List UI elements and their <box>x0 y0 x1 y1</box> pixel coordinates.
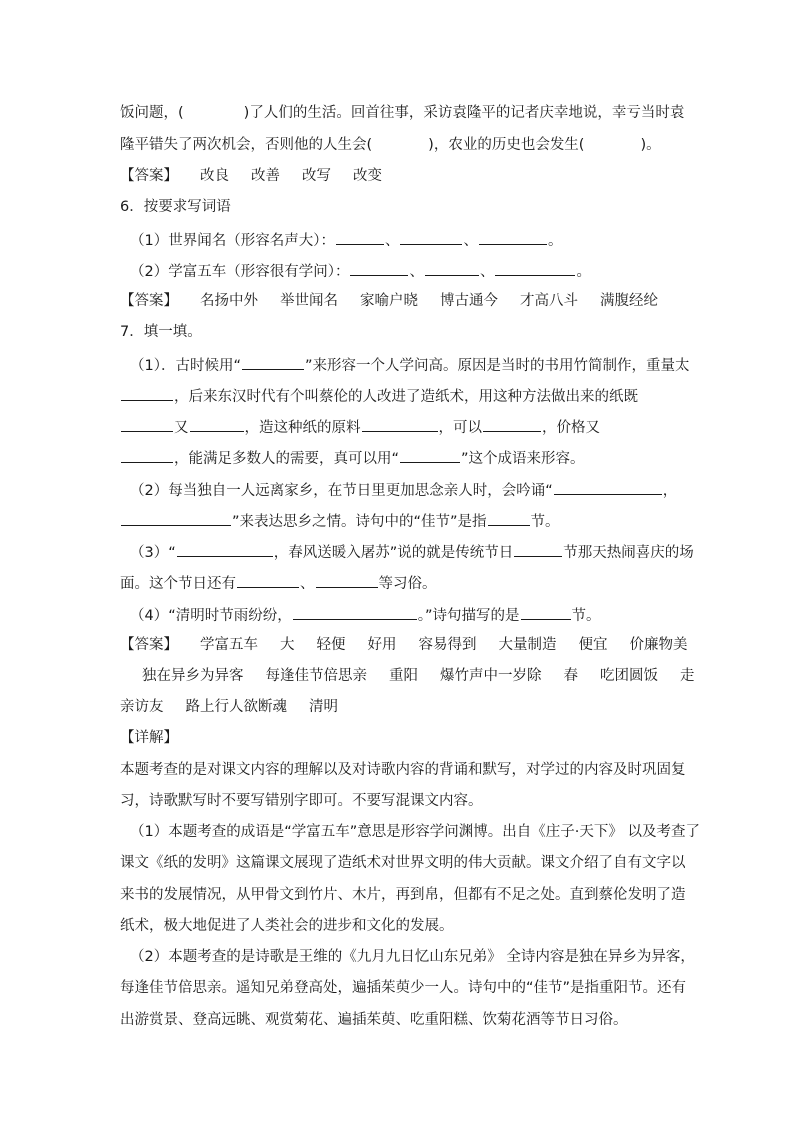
fill-blank <box>425 260 479 276</box>
answer-item: 大量制造 <box>498 637 557 653</box>
answer-item: 名扬中外 <box>200 293 258 309</box>
fill-blank <box>400 229 462 245</box>
text: ，能满足多数人的需要，真可以用“ <box>174 451 400 467</box>
paragraph-line: 本题考查的是对课文内容的理解以及对诗歌内容的背诵和默写，对学过的内容及时巩固复 <box>120 762 686 778</box>
text: 等习俗。 <box>378 576 437 592</box>
answer-line <box>120 697 338 717</box>
fill-blank <box>316 572 378 588</box>
fill-blank <box>488 510 530 526</box>
text-line <box>120 572 437 594</box>
text-line <box>120 385 638 407</box>
text: 节。 <box>530 514 560 530</box>
text: ， <box>662 483 678 499</box>
paragraph-line: 每逢佳节倍思亲。遥知兄弟登高处，遍插茱萸少一人。诗句中的“佳节”是指重阳节。还有 <box>120 980 687 996</box>
text-line <box>120 103 684 123</box>
text: 饭问题，( <box>120 105 184 121</box>
text-line <box>130 229 562 251</box>
fill-blank <box>293 604 417 620</box>
fill-blank <box>400 447 460 463</box>
text: ，造这种纸的原料 <box>244 420 361 436</box>
text: ，后来东汉时代有个叫蔡伦的人改进了造纸术，用这种方法做出来的纸既 <box>174 389 638 405</box>
text: 。 <box>547 233 563 249</box>
answer-item: 走 <box>680 668 695 684</box>
text-line <box>120 135 661 155</box>
text: )。 <box>640 137 661 153</box>
text: （2）每当独自一人远离家乡，在节日里更加思念亲人时，会吟诵“ <box>130 483 553 499</box>
text: 、 <box>384 233 400 249</box>
answer-item: 便宜 <box>578 637 608 653</box>
text-line <box>120 416 600 438</box>
paragraph-line: 纸术，极大地促进了人类社会的进步和文化的发展。 <box>120 918 454 934</box>
text: （4）“清明时节雨纷纷， <box>130 608 292 624</box>
answer-item: 亲访友 <box>120 699 164 715</box>
answer-line <box>120 291 658 311</box>
text: )了人们的生活。回首往事，采访袁隆平的记者庆幸地说，幸亏当时袁 <box>243 105 685 121</box>
answer-item: 清明 <box>309 699 338 715</box>
text-line <box>130 354 690 376</box>
text: 又 <box>174 420 189 436</box>
text: 。”诗句描写的是 <box>417 608 520 624</box>
answer-item: 改良 <box>200 168 229 184</box>
fill-blank <box>121 385 173 401</box>
fill-blank <box>514 541 562 557</box>
text: 节那天热闹喜庆的场 <box>563 545 694 561</box>
text-line <box>130 479 677 501</box>
answer-item: 春 <box>563 668 578 684</box>
text: 隆平错失了两次机会，否则他的人生会( <box>120 137 373 153</box>
fill-blank <box>336 229 384 245</box>
answer-line <box>120 166 382 186</box>
paragraph-line: 课文《纸的发明》这篇课文展现了造纸术对世界文明的伟大贡献。课文介绍了自有文字以 <box>120 855 686 871</box>
fill-blank <box>521 604 571 620</box>
text-line <box>130 604 601 626</box>
answer-item: 独在异乡为异客 <box>142 668 244 684</box>
text-line <box>130 260 591 282</box>
answer-item: 大 <box>280 637 295 653</box>
text: ，价格又 <box>542 420 600 436</box>
text: 节。 <box>571 608 601 624</box>
fill-blank <box>479 229 547 245</box>
answer-item: 举世闻名 <box>280 293 338 309</box>
fill-blank <box>554 479 662 495</box>
fill-blank <box>237 572 299 588</box>
fill-blank <box>121 447 173 463</box>
fill-blank <box>177 541 273 557</box>
fill-blank <box>350 260 408 276</box>
answer-label: 【答案】 <box>120 637 178 653</box>
text: 、 <box>479 264 495 280</box>
text: 面。这个节日还有 <box>120 576 236 592</box>
answer-item: 好用 <box>367 637 397 653</box>
paragraph-line: 习，诗歌默写时不要写错别字即可。不要写混课文内容。 <box>120 793 483 809</box>
text: ”来形容一个人学问高。原因是当时的书用竹简制作，重量太 <box>305 358 690 374</box>
answer-item: 才高八斗 <box>520 293 578 309</box>
detail-label: 【详解】 <box>120 730 178 746</box>
answer-line <box>142 666 695 686</box>
text: （1）．古时候用“ <box>130 358 241 374</box>
paragraph-line: 来书的发展情况，从甲骨文到竹片、木片，再到帛，但都有不足之处。直到蔡伦发明了造 <box>120 887 686 903</box>
answer-item: 每逢佳节倍思亲 <box>265 668 367 684</box>
text: ，可以 <box>438 420 482 436</box>
answer-item: 家喻户晓 <box>360 293 418 309</box>
answer-item: 路上行人欲断魂 <box>185 699 287 715</box>
answer-item: 吃团圆饭 <box>600 668 658 684</box>
answer-item: 学富五车 <box>200 637 258 653</box>
text: 、 <box>463 233 478 249</box>
text-line <box>120 447 585 469</box>
answer-item: 改写 <box>302 168 331 184</box>
text: ，春风送暖入屠苏”说的就是传统节日 <box>273 545 514 561</box>
answer-item: 改变 <box>353 168 382 184</box>
text: 。 <box>576 264 591 280</box>
text: )，农业的历史也会发生( <box>428 137 585 153</box>
answer-item: 轻便 <box>316 637 346 653</box>
fill-blank <box>190 416 244 432</box>
paragraph-line: （2）本题考查的是诗歌是王维的《九月九日忆山东兄弟》 全诗内容是独在异乡为异客， <box>130 949 695 965</box>
text: 、 <box>409 264 424 280</box>
text-line <box>130 541 694 563</box>
question-title: 7．填一填。 <box>120 324 202 340</box>
text: （1）世界闻名（形容名声大）： <box>130 233 335 249</box>
text: 、 <box>300 576 315 592</box>
text: ”这个成语来形容。 <box>461 451 585 467</box>
fill-blank <box>362 416 438 432</box>
answer-item: 重阳 <box>389 668 418 684</box>
text: （3）“ <box>130 545 176 561</box>
question-title: 6．按要求写词语 <box>120 199 231 215</box>
fill-blank <box>121 510 231 526</box>
fill-blank <box>495 260 575 276</box>
paragraph-line: 出游赏景、登高远眺、观赏菊花、遍插茱萸、吃重阳糕、饮菊花酒等节日习俗。 <box>120 1012 628 1028</box>
answer-item: 满腹经纶 <box>600 293 658 309</box>
fill-blank <box>242 354 304 370</box>
answer-item: 容易得到 <box>418 637 477 653</box>
text: （2）学富五车（形容很有学问）： <box>130 264 350 280</box>
answer-item: 博古通今 <box>440 293 498 309</box>
answer-item: 爆竹声中一岁除 <box>440 668 542 684</box>
answer-line <box>120 635 688 655</box>
fill-blank <box>121 416 173 432</box>
text-line <box>120 510 560 532</box>
answer-item: 改善 <box>251 168 280 184</box>
fill-blank <box>483 416 541 432</box>
answer-item: 价廉物美 <box>629 637 688 653</box>
answer-label: 【答案】 <box>120 168 178 184</box>
answer-label: 【答案】 <box>120 293 178 309</box>
paragraph-line: （1）本题考查的成语是“学富五车”意思是形容学问渊博。出自《庄子·天下》 以及考查了 <box>130 824 700 840</box>
text: ”来表达思乡之情。诗句中的“佳节”是指 <box>232 514 487 530</box>
